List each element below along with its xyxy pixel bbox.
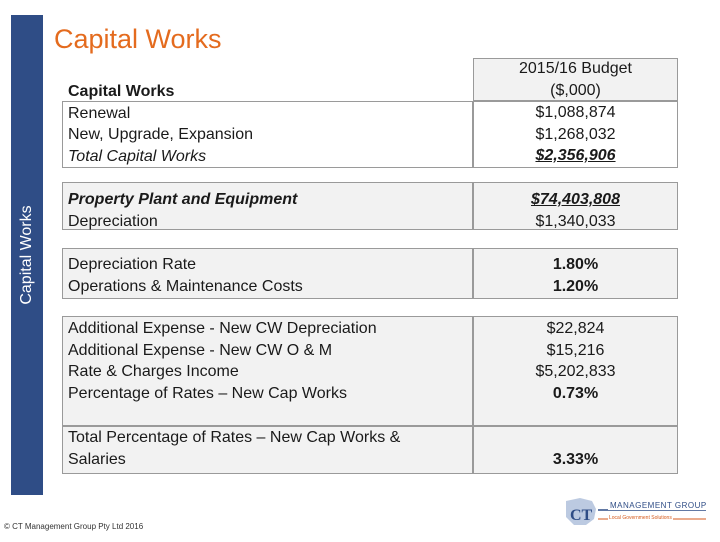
logo-tagline: Local Government Solutions (609, 515, 672, 521)
svg-text:CT: CT (570, 507, 593, 524)
section-4-values (473, 318, 678, 404)
row-label: Operations & Maintenance Costs (68, 277, 303, 295)
row-value: $5,202,833 (535, 363, 616, 380)
row-label: Rate & Charges Income (68, 363, 239, 380)
section-1-values (473, 102, 678, 167)
side-label: Capital Works (18, 205, 35, 305)
footer-copyright: © CT Management Group Pty Ltd 2016 (4, 522, 144, 531)
company-logo (560, 495, 710, 537)
logo-name: MANAGEMENT GROUP (610, 501, 707, 510)
row-value: 3.33% (552, 451, 599, 468)
row-label: Depreciation Rate (68, 256, 197, 273)
row-label: New, Upgrade, Expansion (68, 126, 253, 143)
section-3-labels (68, 254, 303, 297)
row-label: Percentage of Rates – New Cap Works (68, 384, 347, 402)
row-label: Additional Expense - New CW Depreciation (68, 320, 377, 337)
row-value: 0.73% (552, 384, 599, 402)
row-value: $2,356,906 (535, 147, 616, 164)
section-2-values (473, 189, 678, 232)
page-title: Capital Works (54, 24, 222, 54)
row-value: $74,403,808 (531, 191, 620, 208)
section-3-values (473, 254, 678, 297)
row-value: $1,340,033 (535, 212, 616, 230)
row-value: $22,824 (546, 320, 605, 337)
row-label: Depreciation (68, 212, 158, 230)
section-5-labels (68, 427, 400, 470)
side-bar (11, 15, 43, 495)
row-value: $1,268,032 (535, 125, 616, 143)
header-line2: ($,000) (550, 81, 601, 99)
section-1-labels (68, 81, 253, 167)
row-value: $1,088,874 (535, 104, 616, 121)
row-label: Property Plant and Equipment (68, 191, 298, 208)
row-label: Total Capital Works (68, 147, 207, 165)
row-label: Renewal (68, 104, 131, 122)
section-1-heading: Capital Works (68, 83, 175, 100)
row-label: Additional Expense - New CW O & M (68, 341, 333, 359)
row-value: 1.20% (552, 277, 599, 295)
section-5-values (473, 449, 678, 471)
header-text (473, 58, 678, 101)
section-2-labels (68, 189, 297, 232)
row-value: 1.80% (552, 256, 599, 273)
header-line1: 2015/16 Budget (519, 60, 632, 77)
row-label: Salaries (68, 450, 126, 468)
section-4-labels (68, 318, 377, 404)
row-value: $15,216 (546, 341, 605, 359)
row-label: Total Percentage of Rates – New Cap Works & (68, 429, 401, 446)
